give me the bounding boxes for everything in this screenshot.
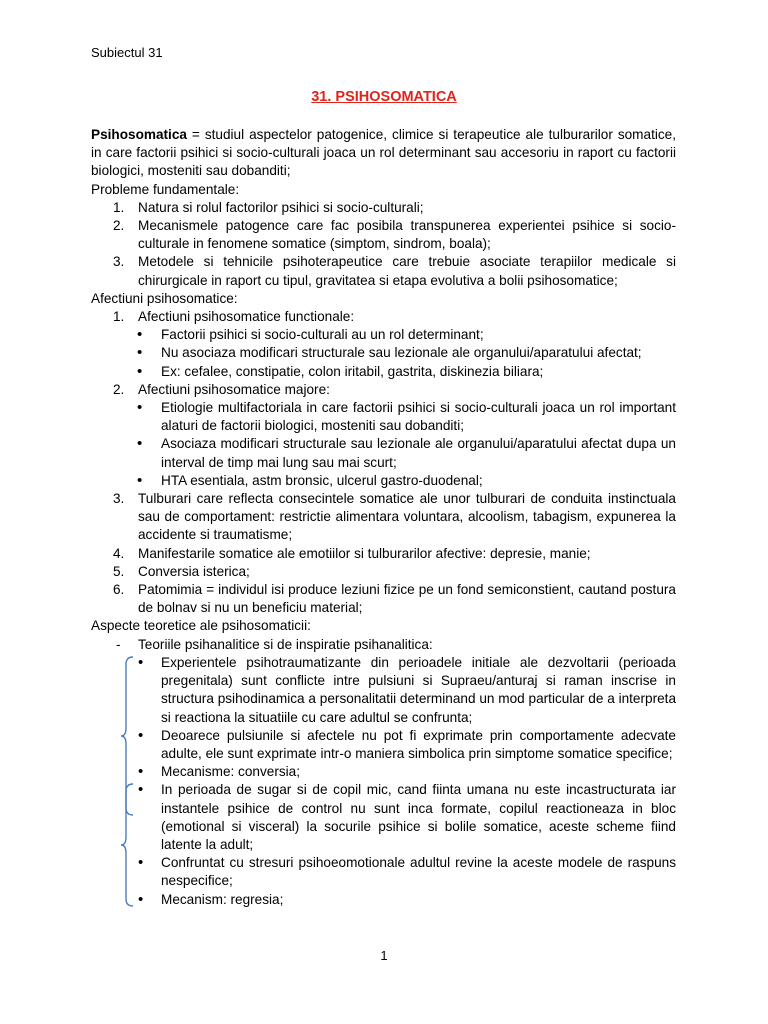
bullet-text: • Mecanisme: conversia; <box>161 764 301 780</box>
list-item <box>91 308 676 326</box>
bullet-text: • Deoarece pulsiunile si afectele nu pot fi exprimate prin comportamente adecvate adulte, ele sunt exprimate intr-o maniera simbolica prin simptome somatice specifice; <box>161 727 676 761</box>
brace-group-2 <box>120 783 136 907</box>
bullet-item <box>138 763 676 781</box>
fundamental-heading: Probleme fundamentale: <box>91 181 240 197</box>
fundamental-list <box>91 199 676 290</box>
list-item-text: Teoriile psihanalitice si de inspiratie psihanalitica: <box>138 636 433 652</box>
list-item <box>91 490 676 545</box>
list-number: 4. <box>113 545 125 561</box>
bullet-item <box>91 326 676 344</box>
list-item-text: Afectiuni psihosomatice functionale: <box>138 309 355 325</box>
list-item <box>91 217 676 253</box>
page-number: 1 <box>380 948 388 963</box>
page-header: Subiectul 31 <box>91 45 163 60</box>
bullet-text: • Experientele psihotraumatizante din perioadele initiale ale dezvoltarii (perioada pregenitala) sunt conflicte intre pulsiuni si Supraeu/anturaj si raman inscrise in structura psihodinamica a personalitatii determinand un mod particular de a interpreta si reactiona la situatiile cu care adultul se confrunta; <box>161 654 676 725</box>
afectiuni-list-3 <box>91 490 676 617</box>
list-item <box>91 381 676 399</box>
list-item-text: Patomimia = individul isi produce leziuni fizice pe un fond semiconstient, cautand postura de bolnav si nu un beneficiu material; <box>138 582 676 616</box>
document-body <box>91 126 676 909</box>
afectiuni-heading: Afectiuni psihosomatice: <box>91 290 238 306</box>
list-number: 1. <box>113 199 125 215</box>
bullet-item <box>91 472 676 490</box>
bullet-text: • Etiologie multifactoriala in care factorii psihici si socio-culturali joaca un rol important alaturi de factorii biologici, mosteniti sau dobanditi; <box>161 400 676 434</box>
bullet-text: • In perioada de sugar si de copil mic, cand fiinta umana nu este incastructurata iar instantele psihice de control nu sunt inca formate, copilul reactioneaza in bloc (emotional si visceral) la socurile psihice si bolile somatice, aceste scheme fiind latente la adult; <box>161 782 676 852</box>
list-item-text: Manifestarile somatice ale emotiilor si tulburarilor afective: depresie, manie; <box>138 545 591 561</box>
bullet-item <box>138 891 676 909</box>
list-number: 1. <box>113 309 125 325</box>
list-item <box>91 563 676 581</box>
list-number: 2. <box>113 381 125 397</box>
group-2 <box>138 781 676 908</box>
aspecte-heading: Aspecte teoretice ale psihosomaticii: <box>91 618 311 634</box>
bullet-text: • Ex: cefalee, constipatie, colon iritabil, gastrita, diskinezia biliara; <box>161 363 544 379</box>
bullet-text: • Mecanism: regresia; <box>161 891 284 907</box>
bullet-text: • Asociaza modificari structurale sau lezionale ale organului/aparatului afectat dupa un interval de timp mai lung sau mai scurt; <box>161 436 676 470</box>
bullet-text: • Nu asociaza modificari structurale sau lezionale ale organului/aparatului afectat; <box>161 345 642 361</box>
list-item <box>91 253 676 289</box>
intro-definition: = studiul aspectelor patogenice, climice si terapeutice ale tulburarilor somatice, in care factorii psihici si socio-culturali joaca un rol determinant sau accesoriu in raport cu factorii biologici, mosteniti sau dobanditi; <box>91 127 676 179</box>
afectiuni-list-2 <box>91 381 676 399</box>
list-item-text: Mecanismele patogence care fac posibila transpunerea experientei psihice si socio-culturale in fenomene somatice (simptom, sindrom, boala); <box>138 218 676 252</box>
aspecte-list <box>91 636 676 654</box>
intro-term: Psihosomatica <box>91 127 187 142</box>
list-item-text: Conversia isterica; <box>138 563 250 579</box>
list-item <box>91 545 676 563</box>
bullet-item <box>91 344 676 362</box>
bullet-item <box>138 781 676 854</box>
list-number: 3. <box>113 491 125 507</box>
bullet-item <box>91 435 676 471</box>
list-item <box>91 636 676 654</box>
list-number: 3. <box>113 254 125 270</box>
list-item-text: Tulburari care reflecta consecintele somatice ale unor tulburari de conduita instinctuala sau de comportament: restrictie alimentara voluntara, alcoolism, tabagism, expunerea la accidente si traumatisme; <box>138 491 676 543</box>
page-title: 31. PSIHOSOMATICA <box>311 89 457 105</box>
list-item-text: Afectiuni psihosomatice majore: <box>138 381 330 397</box>
bullet-text: • HTA esentiala, astm bronsic, ulcerul gastro-duodenal; <box>161 472 483 488</box>
major-bullets <box>91 399 676 490</box>
bullet-item <box>138 654 676 727</box>
list-item <box>91 199 676 217</box>
list-number: 2. <box>113 218 125 234</box>
bullet-text: • Factorii psihici si socio-culturali au un rol determinant; <box>161 327 484 343</box>
list-number: 5. <box>113 563 125 579</box>
bullet-text: • Confruntat cu stresuri psihoeomotionale adultul revine la aceste modele de raspuns nespecifice; <box>161 855 676 889</box>
list-item-text: Metodele si tehnicile psihoterapeutice care trebuie asociate terapiilor medicale si chirurgicale in raport cu tipul, gravitatea si etapa evolutiva a bolii psihosomatice; <box>138 254 676 288</box>
bullet-item <box>91 399 676 435</box>
functional-bullets <box>91 326 676 381</box>
list-item-text: Natura si rolul factorilor psihici si socio-culturali; <box>138 199 424 215</box>
list-number: 6. <box>113 582 125 598</box>
list-item <box>91 581 676 617</box>
bullet-item <box>91 363 676 381</box>
bullet-item <box>138 854 676 890</box>
group-2-bullets <box>138 781 676 908</box>
bullet-item <box>138 727 676 763</box>
group-1-bullets <box>138 654 676 781</box>
intro-paragraph <box>91 126 676 181</box>
psychoanalytic-groups <box>91 654 676 909</box>
afectiuni-list <box>91 308 676 326</box>
dash-marker: - <box>116 636 121 652</box>
